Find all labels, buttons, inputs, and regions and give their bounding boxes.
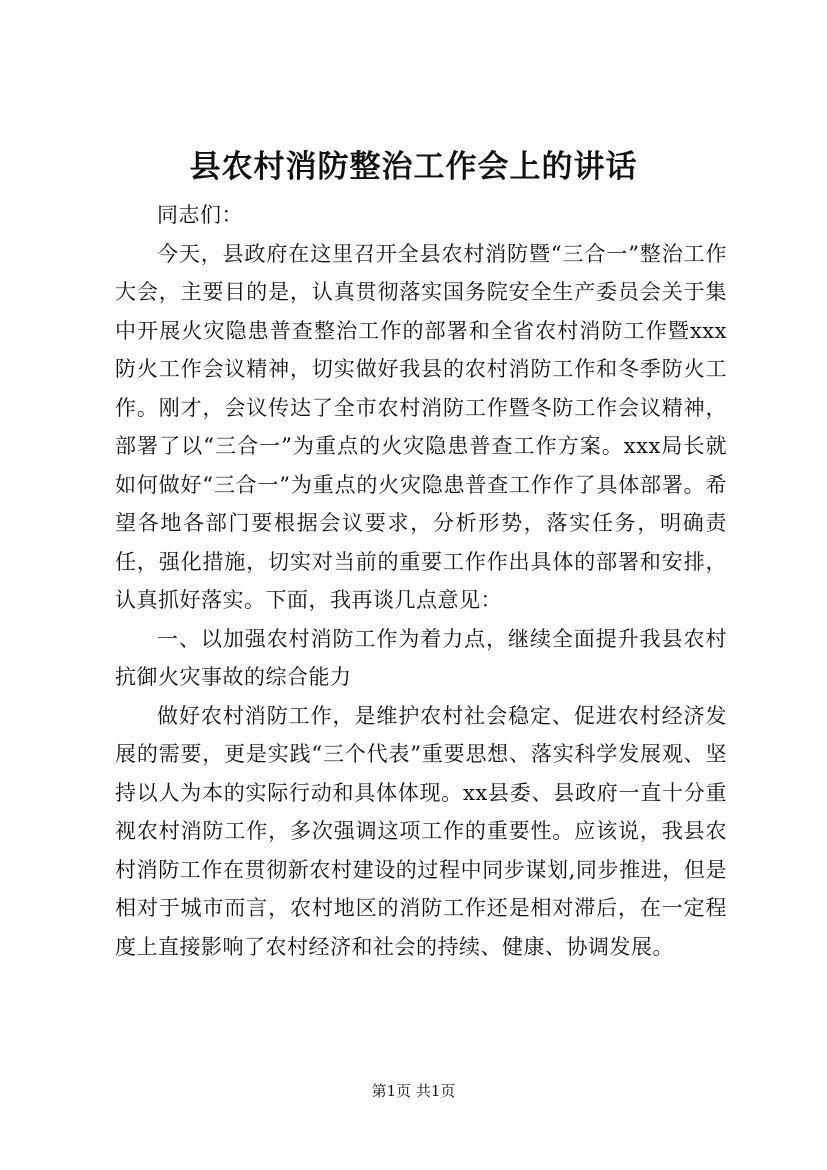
page-footer: 第1页 共1页 (371, 1082, 456, 1100)
section-heading: 一、以加强农村消防工作为着力点，继续全面提升我县农村抗御火灾事故的综合能力 (115, 626, 727, 689)
intro-paragraph: 今天，县政府在这里召开全县农村消防暨“三合一”整治工作大会，主要目的是，认真贯彻落实国务院安全生产委员会关于集中开展火灾隐患普查整治工作的部署和全省农村消防工作暨xxx防火工作会议精神，切实做好我县的农村消防工作和冬季防火工作。刚才，会议传达了全市农村消防工作暨冬防工作会议精神，部署了以“三合一”为重点的火灾隐患普查工作方案。xxx局长就如何做好“三合一”为重点的火灾隐患普查工作作了具体部署。希望各地各部门要根据会议要求，分析形势，落实任务，明确责任，强化措施，切实对当前的重要工作作出具体的部署和安排，认真抓好落实。下面，我再谈几点意见： (115, 241, 727, 612)
document-body (115, 196, 727, 966)
salutation: 同志们： (157, 203, 243, 227)
section-paragraph: 做好农村消防工作，是维护农村社会稳定、促进农村经济发展的需要，更是实践“三个代表”重要思想、落实科学发展观、坚持以人为本的实际行动和具体体现。xx县委、县政府一直十分重视农村消防工作，多次强调这项工作的重要性。应该说，我县农村消防工作在贯彻新农村建设的过程中同步谋划,同步推进，但是相对于城市而言，农村地区的消防工作还是相对滞后，在一定程度上直接影响了农村经济和社会的持续、健康、协调发展。 (115, 703, 727, 959)
document-title: 县农村消防整治工作会上的讲话 (189, 149, 638, 185)
